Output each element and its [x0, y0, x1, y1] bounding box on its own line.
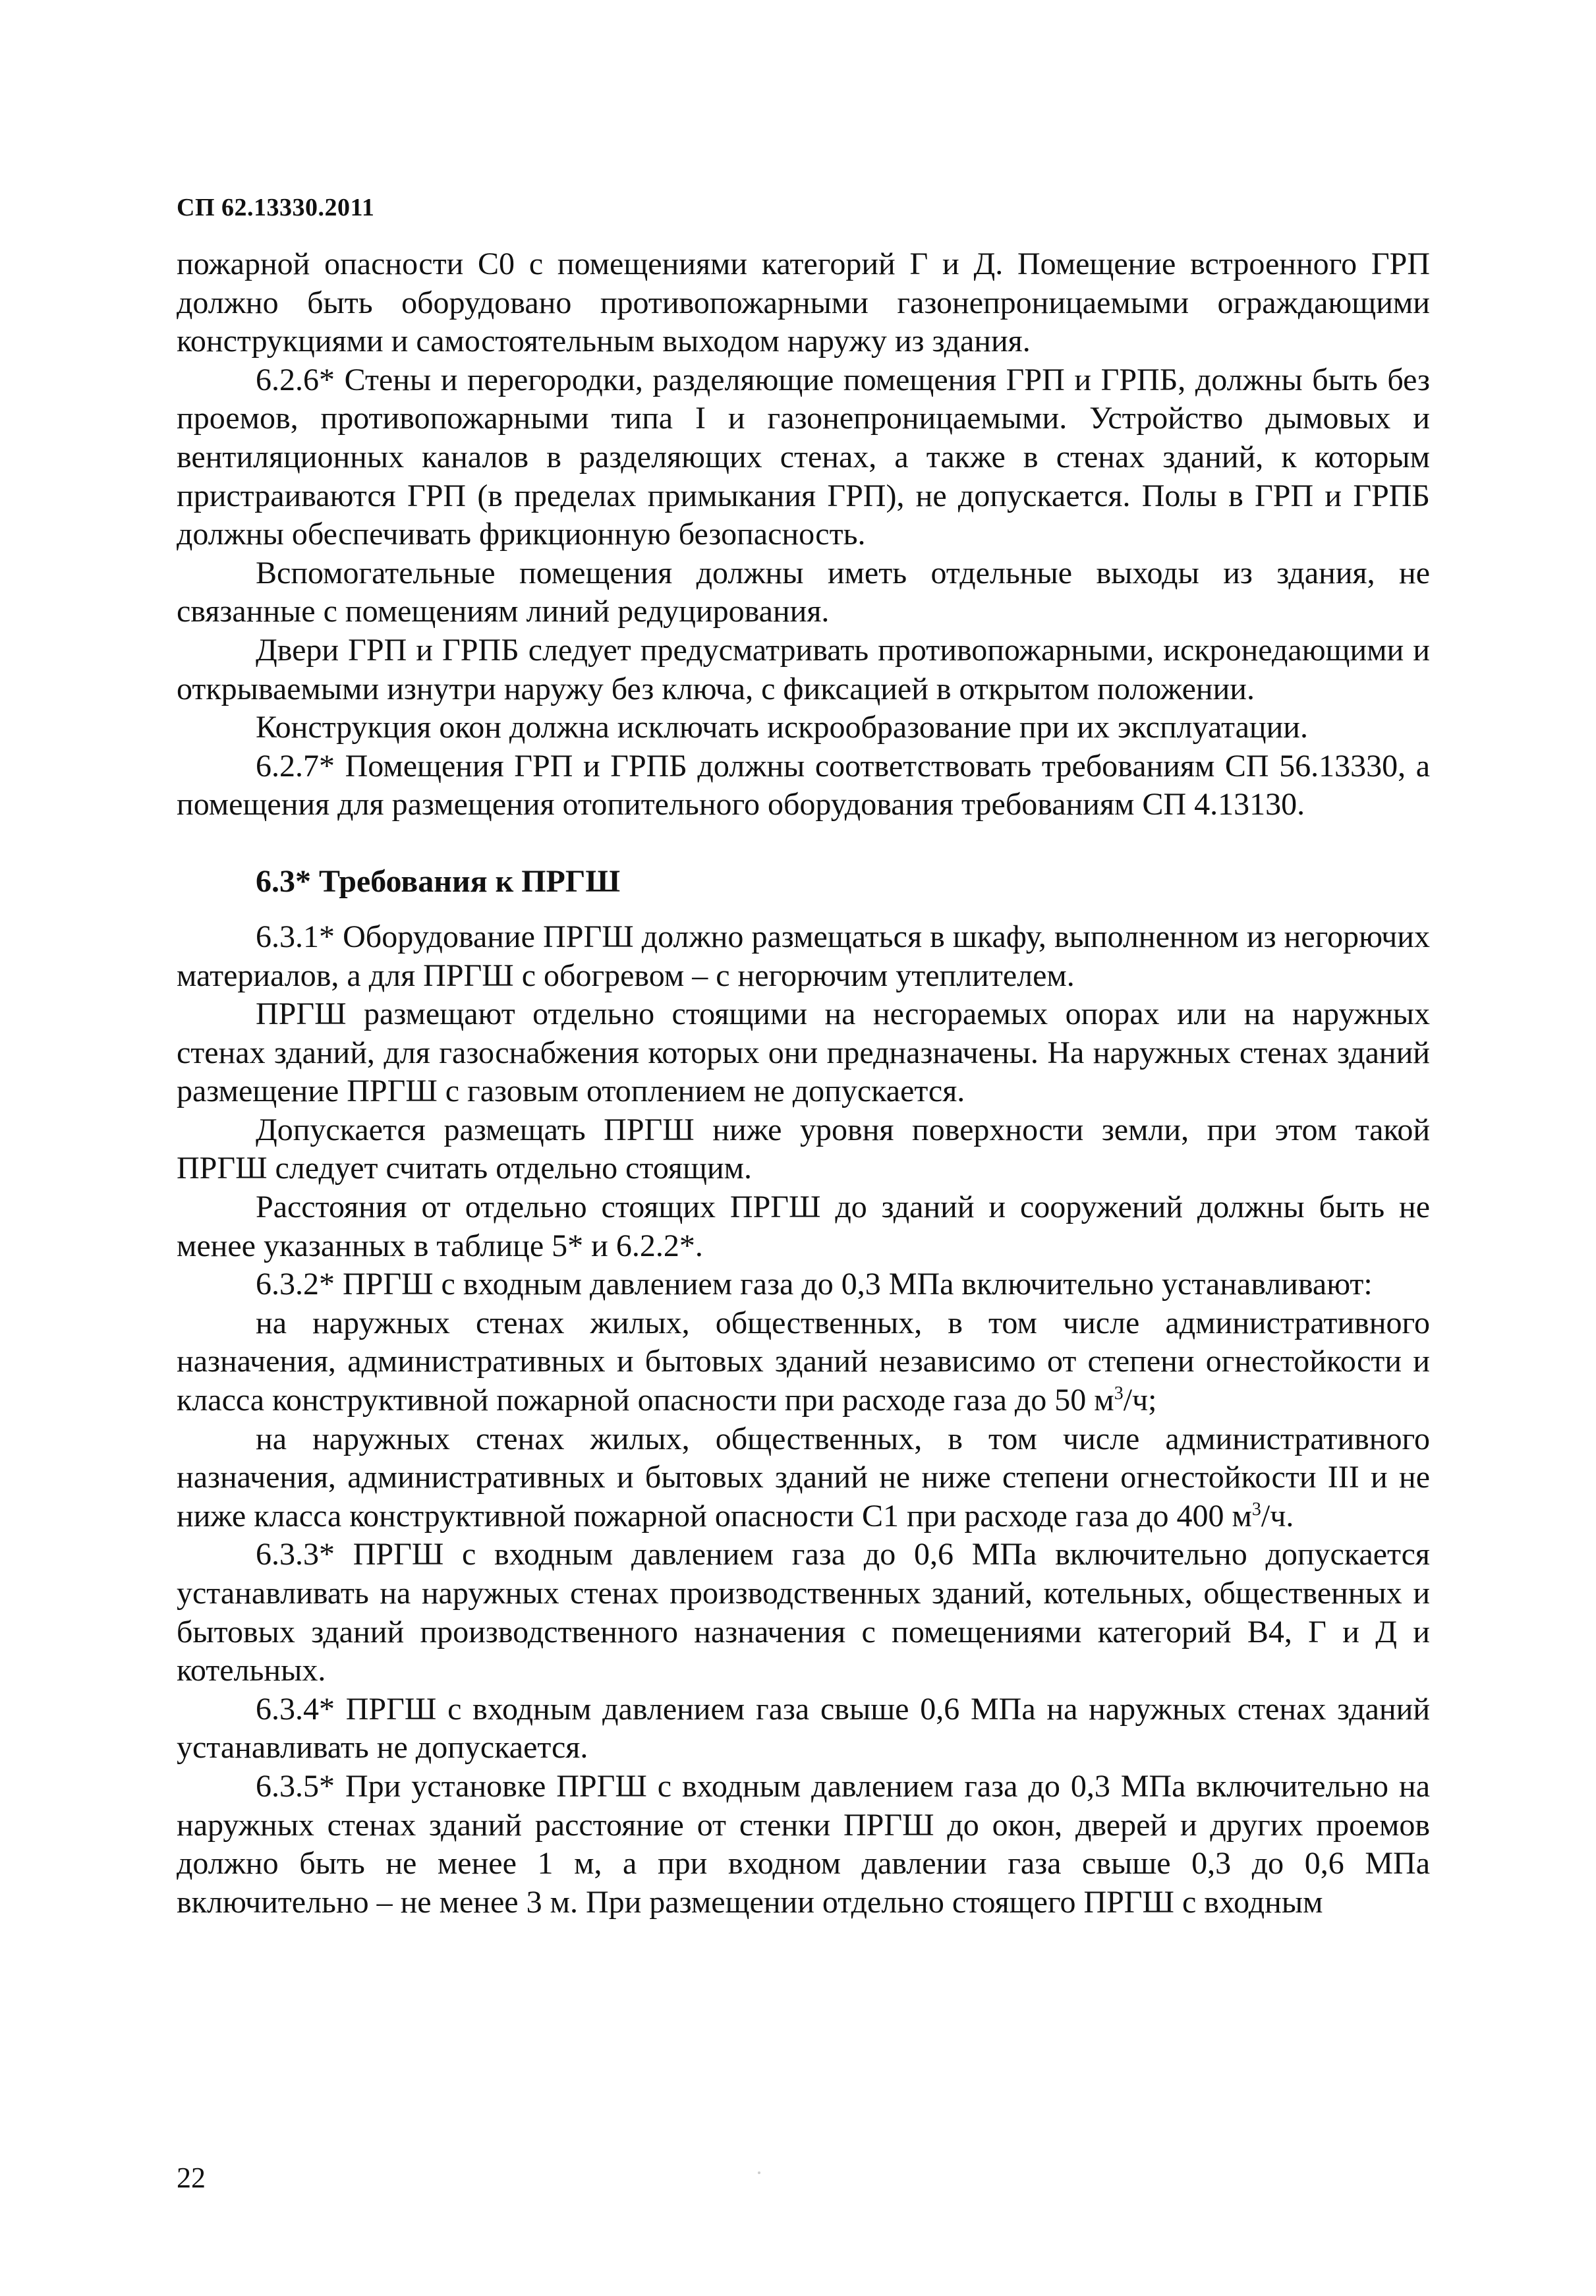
- paragraph-continued: пожарной опасности С0 с помещениями категорий Г и Д. Помещение встроенного ГРП должно быть оборудовано противопожарными газонепроницаемыми ограждающими конструкциями и самостоятельным выходом наружу из здания.: [177, 246, 1430, 359]
- paragraph-6-3-4: 6.3.4* ПРГШ с входным давлением газа свыше 0,6 МПа на наружных стенах зданий устанавливать не допускается.: [177, 1691, 1430, 1765]
- scan-artifact: [758, 2171, 760, 2174]
- paragraph-windows: Конструкция окон должна исключать искрообразование при их эксплуатации.: [256, 710, 1308, 745]
- list-item-50-m3-text: на наружных стенах жилых, общественных, в том числе административного назначения, административных и бытовых зданий независимо от степени огнестойкости и класса конструктивной пожарной опасности при расходе газа до 50 м: [177, 1305, 1430, 1418]
- paragraph-6-2-7: 6.2.7* Помещения ГРП и ГРПБ должны соответствовать требованиям СП 56.13330, а помещения для размещения отопительного оборудования требованиям СП 4.13130.: [177, 748, 1430, 822]
- list-item-400-m3-text: на наружных стенах жилых, общественных, в том числе административного назначения, административных и бытовых зданий не ниже степени огнестойкости III и не ниже класса конструктивной пожарной опасности С1 при расходе газа до 400 м: [177, 1421, 1430, 1534]
- list-item-400-m3-unit: /ч.: [1261, 1498, 1294, 1534]
- paragraph-auxiliary-rooms: Вспомогательные помещения должны иметь отдельные выходы из здания, не связанные с помещениям линий редуцирования.: [177, 555, 1430, 629]
- document-body: [177, 245, 1430, 1922]
- paragraph-6-3-1: 6.3.1* Оборудование ПРГШ должно размещаться в шкафу, выполненном из негорючих материалов, а для ПРГШ с обогревом – с негорючим утеплителем.: [177, 919, 1430, 993]
- list-item-50-m3: [177, 1304, 1430, 1420]
- paragraph-below-ground: Допускается размещать ПРГШ ниже уровня поверхности земли, при этом такой ПРГШ следует считать отдельно стоящим.: [177, 1112, 1430, 1186]
- paragraph-6-3-5: 6.3.5* При установке ПРГШ с входным давлением газа до 0,3 МПа включительно на наружных стенах зданий расстояние от стенки ПРГШ до окон, дверей и других проемов должно быть не менее 1 м, а при входном давлении газа свыше 0,3 до 0,6 МПа включительно – не менее 3 м. При размещении отдельно стоящего ПРГШ с входным: [177, 1768, 1430, 1920]
- superscript-3: 3: [1114, 1383, 1124, 1404]
- list-item-400-m3: [177, 1420, 1430, 1536]
- superscript-3: 3: [1251, 1499, 1261, 1520]
- paragraph-placement: ПРГШ размещают отдельно стоящими на несгораемых опорах или на наружных стенах зданий, для газоснабжения которых они предназначены. На наружных стенах зданий размещение ПРГШ с газовым отоплением не допускается.: [177, 996, 1430, 1109]
- paragraph-distances: Расстояния от отдельно стоящих ПРГШ до зданий и сооружений должны быть не менее указанных в таблице 5* и 6.2.2*.: [177, 1190, 1430, 1263]
- paragraph-doors: Двери ГРП и ГРПБ следует предусматривать противопожарными, искронедающими и открываемыми изнутри наружу без ключа, с фиксацией в открытом положении.: [177, 632, 1430, 706]
- paragraph-6-3-2: 6.3.2* ПРГШ с входным давлением газа до 0,3 МПа включительно устанавливают:: [256, 1267, 1373, 1302]
- paragraph-6-2-6: 6.2.6* Стены и перегородки, разделяющие помещения ГРП и ГРПБ, должны быть без проемов, противопожарными типа I и газонепроницаемыми. Устройство дымовых и вентиляционных каналов в разделяющих стенах, а также в стенах зданий, к которым пристраиваются ГРП (в пределах примыкания ГРП), не допускается. Полы в ГРП и ГРПБ должны обеспечивать фрикционную безопасность.: [177, 362, 1430, 552]
- paragraph-6-3-3: 6.3.3* ПРГШ с входным давлением газа до 0,6 МПа включительно допускается устанавливать на наружных стенах производственных зданий, котельных, общественных и бытовых зданий производственного назначения с помещениями категорий В4, Г и Д и котельных.: [177, 1537, 1430, 1688]
- document-code-header: СП 62.13330.2011: [177, 194, 375, 221]
- page-number: 22: [177, 2162, 206, 2194]
- list-item-50-m3-unit: /ч;: [1123, 1383, 1157, 1418]
- section-heading-6-3: 6.3* Требования к ПРГШ: [256, 863, 621, 899]
